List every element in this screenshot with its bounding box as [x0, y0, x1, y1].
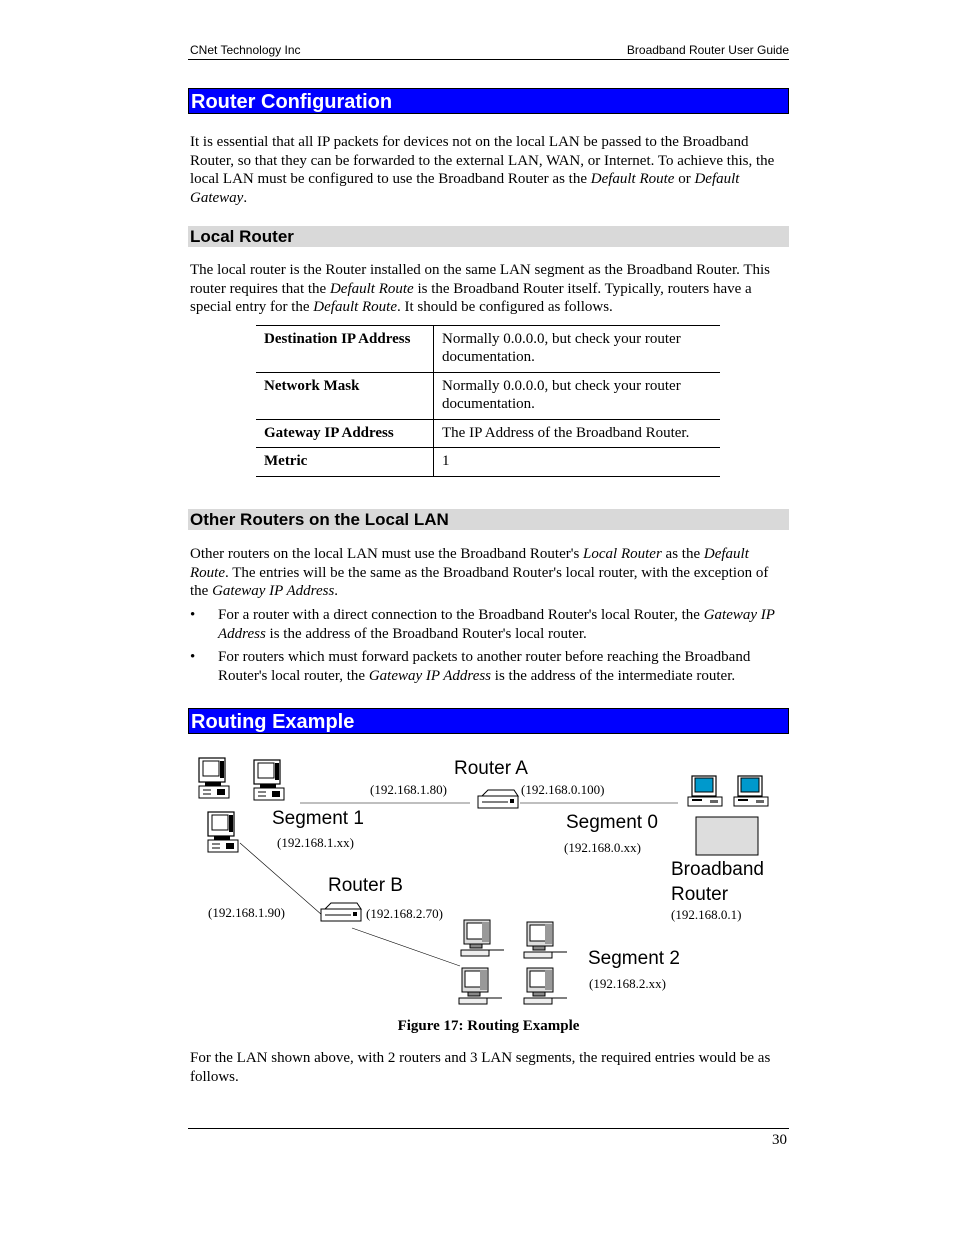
- table-key: Destination IP Address: [256, 326, 434, 373]
- table-key: Metric: [256, 448, 434, 477]
- bullet-glyph: •: [190, 649, 196, 665]
- router-b-left-ip: (192.168.1.90): [208, 905, 285, 920]
- workstation-icon: [524, 922, 567, 958]
- segment2-label: Segment 2: [588, 948, 680, 969]
- header-right: Broadband Router User Guide: [626, 43, 789, 57]
- segment0-ip: (192.168.0.xx): [564, 840, 641, 855]
- segment1-label: Segment 1: [272, 808, 364, 829]
- bullet-item: • For a router with a direct connection to the Broadband Router's local Router, the Gateway IP Address is the address of the Broadband Router's local router.: [190, 607, 775, 642]
- workstation-icon: [524, 968, 567, 1004]
- bullet-item: • For routers which must forward packets to another router before reaching the Broadband Router's local router, the Gateway IP Address is the address of the intermediate router.: [190, 649, 751, 684]
- table-row: [256, 420, 720, 448]
- router-a-right-ip: (192.168.0.100): [521, 782, 605, 797]
- table-value: Normally 0.0.0.0, but check your router documentation.: [434, 326, 721, 373]
- page-number: 30: [772, 1132, 787, 1148]
- broadband-router-label-line2: Router: [671, 884, 729, 905]
- workstation-icon: [461, 920, 504, 956]
- figure-caption: Figure 17: Routing Example: [397, 1018, 580, 1034]
- computer-icon: [734, 776, 768, 806]
- link-router-b-seg2: [352, 928, 460, 966]
- segment0-label: Segment 0: [566, 812, 658, 833]
- router-b-label: Router B: [328, 875, 403, 896]
- broadband-router-ip: (192.168.0.1): [671, 907, 742, 922]
- bullet-glyph: •: [190, 607, 196, 623]
- table-row: [256, 326, 720, 373]
- local-router-paragraph: The local router is the Router installed on the same LAN segment as the Broadband Router. This router requires that the Default Route is the Broadband Router itself. Typically, routers have a special entry for the Default Route. It should be configured as follows.: [190, 262, 771, 316]
- section-title-other-routers: Other Routers on the Local LAN: [188, 509, 789, 530]
- section-title-router-configuration: Router Configuration: [188, 88, 789, 114]
- section-title-local-router: Local Router: [188, 226, 789, 247]
- router-b-icon: [321, 903, 361, 921]
- broadband-router-icon: [696, 817, 758, 855]
- router-a-left-ip: (192.168.1.80): [370, 782, 447, 797]
- computer-icon: [688, 776, 722, 806]
- header-left: CNet Technology Inc: [190, 43, 301, 57]
- segment1-ip: (192.168.1.xx): [277, 835, 354, 850]
- computer-icon: [208, 812, 238, 852]
- computer-icon: [199, 758, 229, 798]
- routing-example-paragraph: For the LAN shown above, with 2 routers and 3 LAN segments, the required entries would be as follows.: [190, 1050, 771, 1085]
- broadband-router-label-line1: Broadband: [671, 859, 764, 880]
- section-title-routing-example: Routing Example: [188, 708, 789, 734]
- header-rule: [188, 59, 789, 60]
- footer-rule: [188, 1128, 789, 1129]
- segment2-ip: (192.168.2.xx): [589, 976, 666, 991]
- table-key: Gateway IP Address: [256, 420, 434, 448]
- table-row: [256, 448, 720, 477]
- table-value: Normally 0.0.0.0, but check your router documentation.: [434, 373, 721, 420]
- other-routers-paragraph: Other routers on the local LAN must use the Broadband Router's Local Router as the Default Route. The entries will be the same as the Broadband Router's local router, with the exception of the Gateway IP Address.: [190, 546, 769, 600]
- router-a-icon: [478, 790, 518, 808]
- table-row: [256, 373, 720, 420]
- router-b-right-ip: (192.168.2.70): [366, 906, 443, 921]
- router-config-paragraph: It is essential that all IP packets for devices not on the local LAN be passed to the Broadband Router, so that they can be forwarded to the external LAN, WAN, or Internet. To achieve this, the local LAN must be configured to use the Broadband Router as the Default Route or Default Gateway.: [190, 134, 775, 206]
- computer-icon: [254, 760, 284, 800]
- table-value: 1: [434, 448, 721, 477]
- router-a-label: Router A: [454, 758, 528, 779]
- table-key: Network Mask: [256, 373, 434, 420]
- workstation-icon: [459, 968, 502, 1004]
- table-value: The IP Address of the Broadband Router.: [434, 420, 721, 448]
- local-router-config-table: [256, 325, 720, 477]
